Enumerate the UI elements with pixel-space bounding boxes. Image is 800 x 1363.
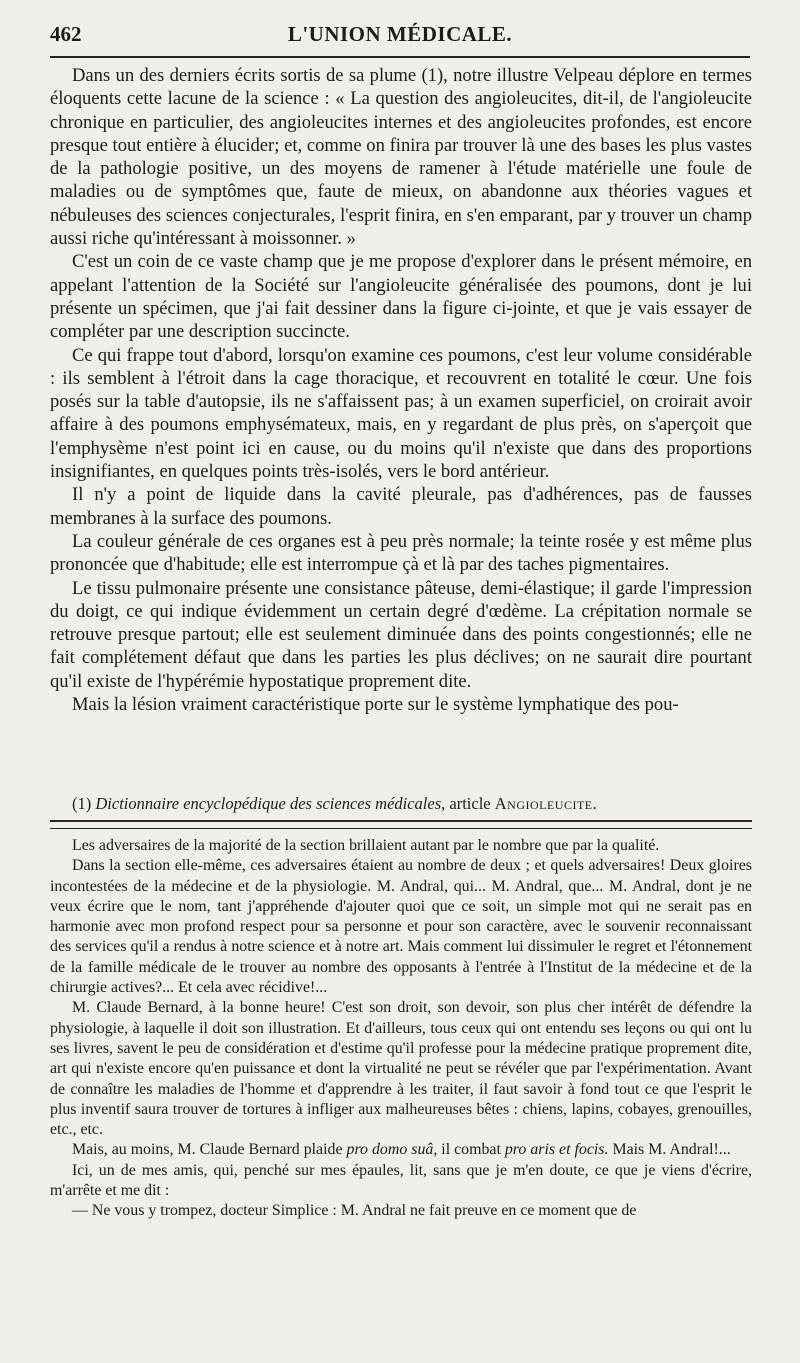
page-number: 462 bbox=[50, 22, 82, 46]
footnote-text: article bbox=[449, 794, 491, 813]
feuilleton-divider bbox=[50, 820, 752, 829]
header-rule bbox=[50, 56, 750, 58]
footnote bbox=[50, 793, 752, 815]
main-article bbox=[50, 64, 752, 716]
article-paragraph: Mais la lésion vraiment caractéristique porte sur le système lymphatique des pou- bbox=[72, 694, 679, 716]
feuilleton-paragraph: — Ne vous y trompez, docteur Simplice : M. Andral ne fait preuve en ce moment que de bbox=[72, 1202, 637, 1220]
feuilleton-text: Mais M. Andral!... bbox=[612, 1141, 731, 1159]
footnote-entry: Angioleucite. bbox=[494, 794, 598, 813]
feuilleton-text: Mais, au moins, M. Claude Bernard plaide bbox=[72, 1141, 343, 1159]
article-paragraph: C'est un coin de ce vaste champ que je me propose d'explorer dans le présent mémoire, en appelant l'attention de la Société sur l'angioleucite généralisée des poumons, dont je lui présente un spécimen, que j'ai fait dessiner dans la figure ci-jointe, et que je vais essayer de compléter par une description succincte. bbox=[50, 251, 752, 343]
latin-phrase: pro domo suâ, bbox=[346, 1141, 438, 1159]
feuilleton-paragraph: Les adversaires de la majorité de la section brillaient autant par le nombre que par la qualité. bbox=[72, 837, 660, 854]
article-paragraph: Il n'y a point de liquide dans la cavité pleurale, pas d'adhérences, pas de fausses membranes à la surface des poumons. bbox=[50, 484, 752, 529]
feuilleton-paragraph bbox=[50, 1140, 752, 1160]
article-paragraph: La couleur générale de ces organes est à peu près normale; la teinte rosée y est même plus prononcée que d'habitude; elle est interrompue çà et là par des taches pigmentaires. bbox=[50, 530, 752, 576]
feuilleton-text: il combat bbox=[441, 1141, 501, 1159]
article-paragraph: Dans un des derniers écrits sortis de sa plume (1), notre illustre Velpeau déplore en termes éloquents cette lacune de la science : « La question des angioleucites, dit-il, de l'angioleucite chronique en particulier, des angioleucites internes et des angioleucites profondes, est encore presque tout entière à élucider; et, comme on finira par trouver là une des bases les plus vastes de la pathologie positive, un des moyens de ramener à l'étude matérielle une foule de maladies ou de symptômes que, faute de mieux, on abandonne aux théories vagues et nébuleuses des sciences conjecturales, l'esprit finira, en s'en emparant, par y trouver un champ aussi riche qu'intéressant à moissonner. » bbox=[50, 65, 752, 250]
running-title: L'UNION MÉDICALE. bbox=[287, 22, 513, 46]
feuilleton-paragraph: Dans la section elle-même, ces adversaires étaient au nombre de deux ; et quels adversaires! Deux gloires incontestées de la médecine et de la physiologie. M. Andral, qui... M. Andral, que... M. Andral, dont je ne veux écrire que le nom, tant j'appréhende d'ajouter quoi que ce soit, un simple mot qui ne serait pas en harmonie avec mon profond respect pour sa personne et pour son caractère, avec le souvenir reconnaissant des services qu'il a rendus à notre science et à notre art. Mais comment lui dissimuler le regret et l'étonnement de la famille médicale de le trouver au nombre des opposants à l'entrée à l'Institut de la médecine et de la chirurgie actives?... Et cela avec récidive!... bbox=[50, 857, 752, 997]
latin-phrase: pro aris et focis. bbox=[504, 1141, 609, 1159]
article-paragraph: Le tissu pulmonaire présente une consistance pâteuse, demi-élastique; il garde l'impression du doigt, ce qui indique évidemment un certain degré d'œdème. La crépitation normale se retrouve presque partout; elle est seulement diminuée dans des points congestionnés; elle ne fait complétement défaut que dans les parties les plus déclives; on ne saurait dire pourtant qu'il existe de l'hypérémie hypostatique proprement dite. bbox=[50, 577, 752, 692]
feuilleton-paragraph: M. Claude Bernard, à la bonne heure! C'est son droit, son devoir, son plus cher intérêt de défendre la physiologie, à laquelle il doit son illustration. Et d'ailleurs, tous ceux qui ont entendu ses leçons ou qui ont lu ses livres, savent le peu de considération et d'estime qu'il professe pour la médecine pratique proprement dite, art qui n'existe encore qu'en puissance et dont la virtualité ne peut se révéler que par l'expérimentation. Avant de connaître les maladies de l'homme et d'apprendre à les traiter, il faut savoir à fond tout ce que l'esprit le plus inventif saura trouver de tortures à infliger aux malheureuses bêtes : chiens, lapins, cobayes, grenouilles, etc., etc. bbox=[50, 999, 752, 1139]
feuilleton-section bbox=[50, 836, 752, 1222]
footnote-marker: (1) bbox=[72, 794, 92, 813]
page-header bbox=[50, 18, 750, 50]
footnote-title: Dictionnaire encyclopédique des sciences médicales, bbox=[95, 794, 446, 813]
feuilleton-paragraph: Ici, un de mes amis, qui, penché sur mes épaules, lit, sans que je m'en doute, ce que je viens d'écrire, m'arrête et me dit : bbox=[50, 1161, 752, 1200]
article-paragraph: Ce qui frappe tout d'abord, lorsqu'on examine ces poumons, c'est leur volume considérable : ils semblent à l'étroit dans la cage thoracique, et recouvrent en totalité le cœur. Une fois posés sur la table d'autopsie, ils ne s'affaissent pas; à un examen superficiel, on croirait avoir affaire à des poumons emphysémateux, mais, en y regardant de plus près, on s'aperçoit que l'emphysème n'est point ici en cause, ou du moins qu'il n'existe que dans des proportions insignifiantes, en quelques points très-isolés, vers le bord antérieur. bbox=[50, 344, 752, 483]
